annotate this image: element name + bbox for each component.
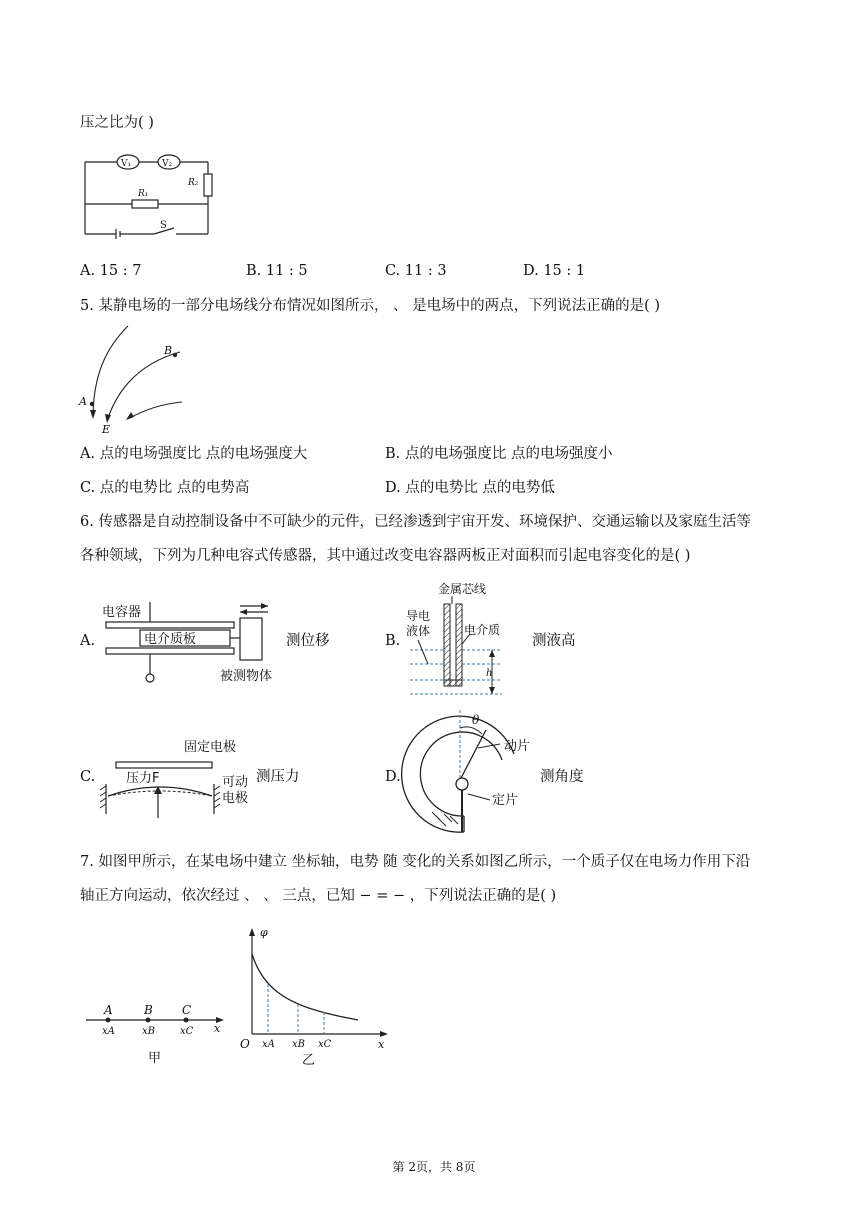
metal-core-label: 金属芯线: [438, 582, 487, 596]
moving-plate-label: 动片: [504, 739, 531, 754]
q4-option-c: C. 11 : 3: [385, 263, 447, 279]
yi-xb: xB: [292, 1039, 305, 1050]
q4-circuit-diagram: [80, 148, 220, 240]
dielectric-label: 电介质: [464, 623, 501, 637]
movable-electrode-label-2: 电极: [222, 791, 249, 806]
field-e-label: E: [102, 423, 111, 436]
q6-angle-sensor-diagram: [402, 708, 552, 840]
yi-x-axis: x: [378, 1038, 385, 1051]
q6-option-b-letter: B.: [385, 633, 401, 649]
v1-label: V₁: [121, 159, 132, 169]
q6-option-a-letter: A.: [80, 633, 96, 649]
q6-stem-line1: 6. 传感器是自动控制设备中不可缺少的元件，已经渗透到宇宙开发、环境保护、交通运输以及家庭生活等: [80, 514, 751, 530]
q6-option-a-caption: 测位移: [286, 633, 330, 649]
yi-phi-axis: φ: [260, 926, 268, 939]
conductive-liquid-label-2: 液体: [406, 624, 431, 638]
q5-option-a: A. 点的电场强度比 点的电场强度大: [80, 446, 308, 462]
fixed-electrode-label: 固定电极: [184, 740, 237, 755]
q7-figure-jia: [86, 996, 236, 1066]
jia-xb: xB: [142, 1026, 155, 1037]
yi-xc: xC: [318, 1039, 332, 1050]
q5-option-d: D. 点的电势比 点的电势低: [385, 480, 555, 496]
v2-label: V₂: [162, 159, 173, 169]
q7-figure-yi: [238, 924, 398, 1068]
q7-stem-line1: 7. 如图甲所示，在某电场中建立 坐标轴，电势 随 变化的关系如图乙所示，一个质子仅在电场力作用下沿: [80, 854, 751, 870]
conductive-liquid-label-1: 导电: [406, 609, 431, 623]
measured-object-label: 被测物体: [220, 669, 273, 684]
point-a-label: A: [79, 395, 87, 408]
switch-label: S: [160, 220, 167, 231]
q6-pressure-sensor-diagram: [96, 734, 256, 824]
yi-origin: O: [240, 1037, 250, 1051]
jia-caption: 甲: [148, 1051, 162, 1066]
dielectric-plate-label: 电介质板: [144, 632, 197, 647]
capacitor-label: 电容器: [102, 605, 142, 620]
q5-option-b: B. 点的电场强度比 点的电场强度小: [385, 446, 613, 462]
q4-option-b: B. 11 : 5: [246, 263, 308, 279]
r1-label: R₁: [138, 189, 149, 199]
jia-x-axis: x: [214, 1022, 221, 1035]
q5-stem: 5. 某静电场的一部分电场线分布情况如图所示， 、 是电场中的两点，下列说法正确的是( ): [80, 298, 661, 314]
pressure-f-label: 压力F: [126, 771, 160, 786]
yi-xa: xA: [262, 1039, 275, 1050]
jia-point-b: B: [144, 1003, 153, 1017]
q6-option-d-letter: D.: [385, 769, 401, 785]
jia-point-c: C: [182, 1003, 192, 1017]
jia-point-a: A: [104, 1003, 113, 1017]
q4-option-a: A. 15 : 7: [80, 263, 142, 279]
q6-displacement-sensor-diagram: [100, 598, 290, 690]
q6-option-c-letter: C.: [80, 769, 96, 785]
q6-option-d-caption: 测角度: [540, 769, 584, 785]
yi-caption: 乙: [302, 1053, 316, 1068]
q6-liquid-level-sensor-diagram: [400, 580, 535, 700]
jia-xc: xC: [180, 1026, 194, 1037]
jia-xa: xA: [102, 1026, 115, 1037]
height-h-label: h: [486, 668, 493, 679]
q5-option-c: C. 点的电势比 点的电势高: [80, 480, 250, 496]
r2-label: R₂: [188, 178, 199, 188]
q4-option-d: D. 15 : 1: [523, 263, 586, 279]
fixed-plate-label: 定片: [492, 793, 519, 808]
q6-stem-line2: 各种领域，下列为几种电容式传感器，其中通过改变电容器两板正对面积而引起电容变化的是( ): [80, 548, 691, 564]
page-footer: 第 2页，共 8页: [392, 1160, 476, 1174]
q6-option-b-caption: 测液高: [532, 633, 576, 649]
theta-label: θ: [472, 713, 480, 727]
point-b-label: B: [164, 344, 173, 357]
q5-field-lines-diagram: [76, 322, 196, 436]
q4-stem-tail: 压之比为( ): [80, 115, 154, 131]
q7-stem-line2: 轴正方向运动，依次经过 、 、 三点，已知 − = − ，下列说法正确的是( ): [80, 888, 557, 904]
movable-electrode-label-1: 可动: [222, 775, 249, 790]
q6-option-c-caption: 测压力: [256, 769, 300, 785]
